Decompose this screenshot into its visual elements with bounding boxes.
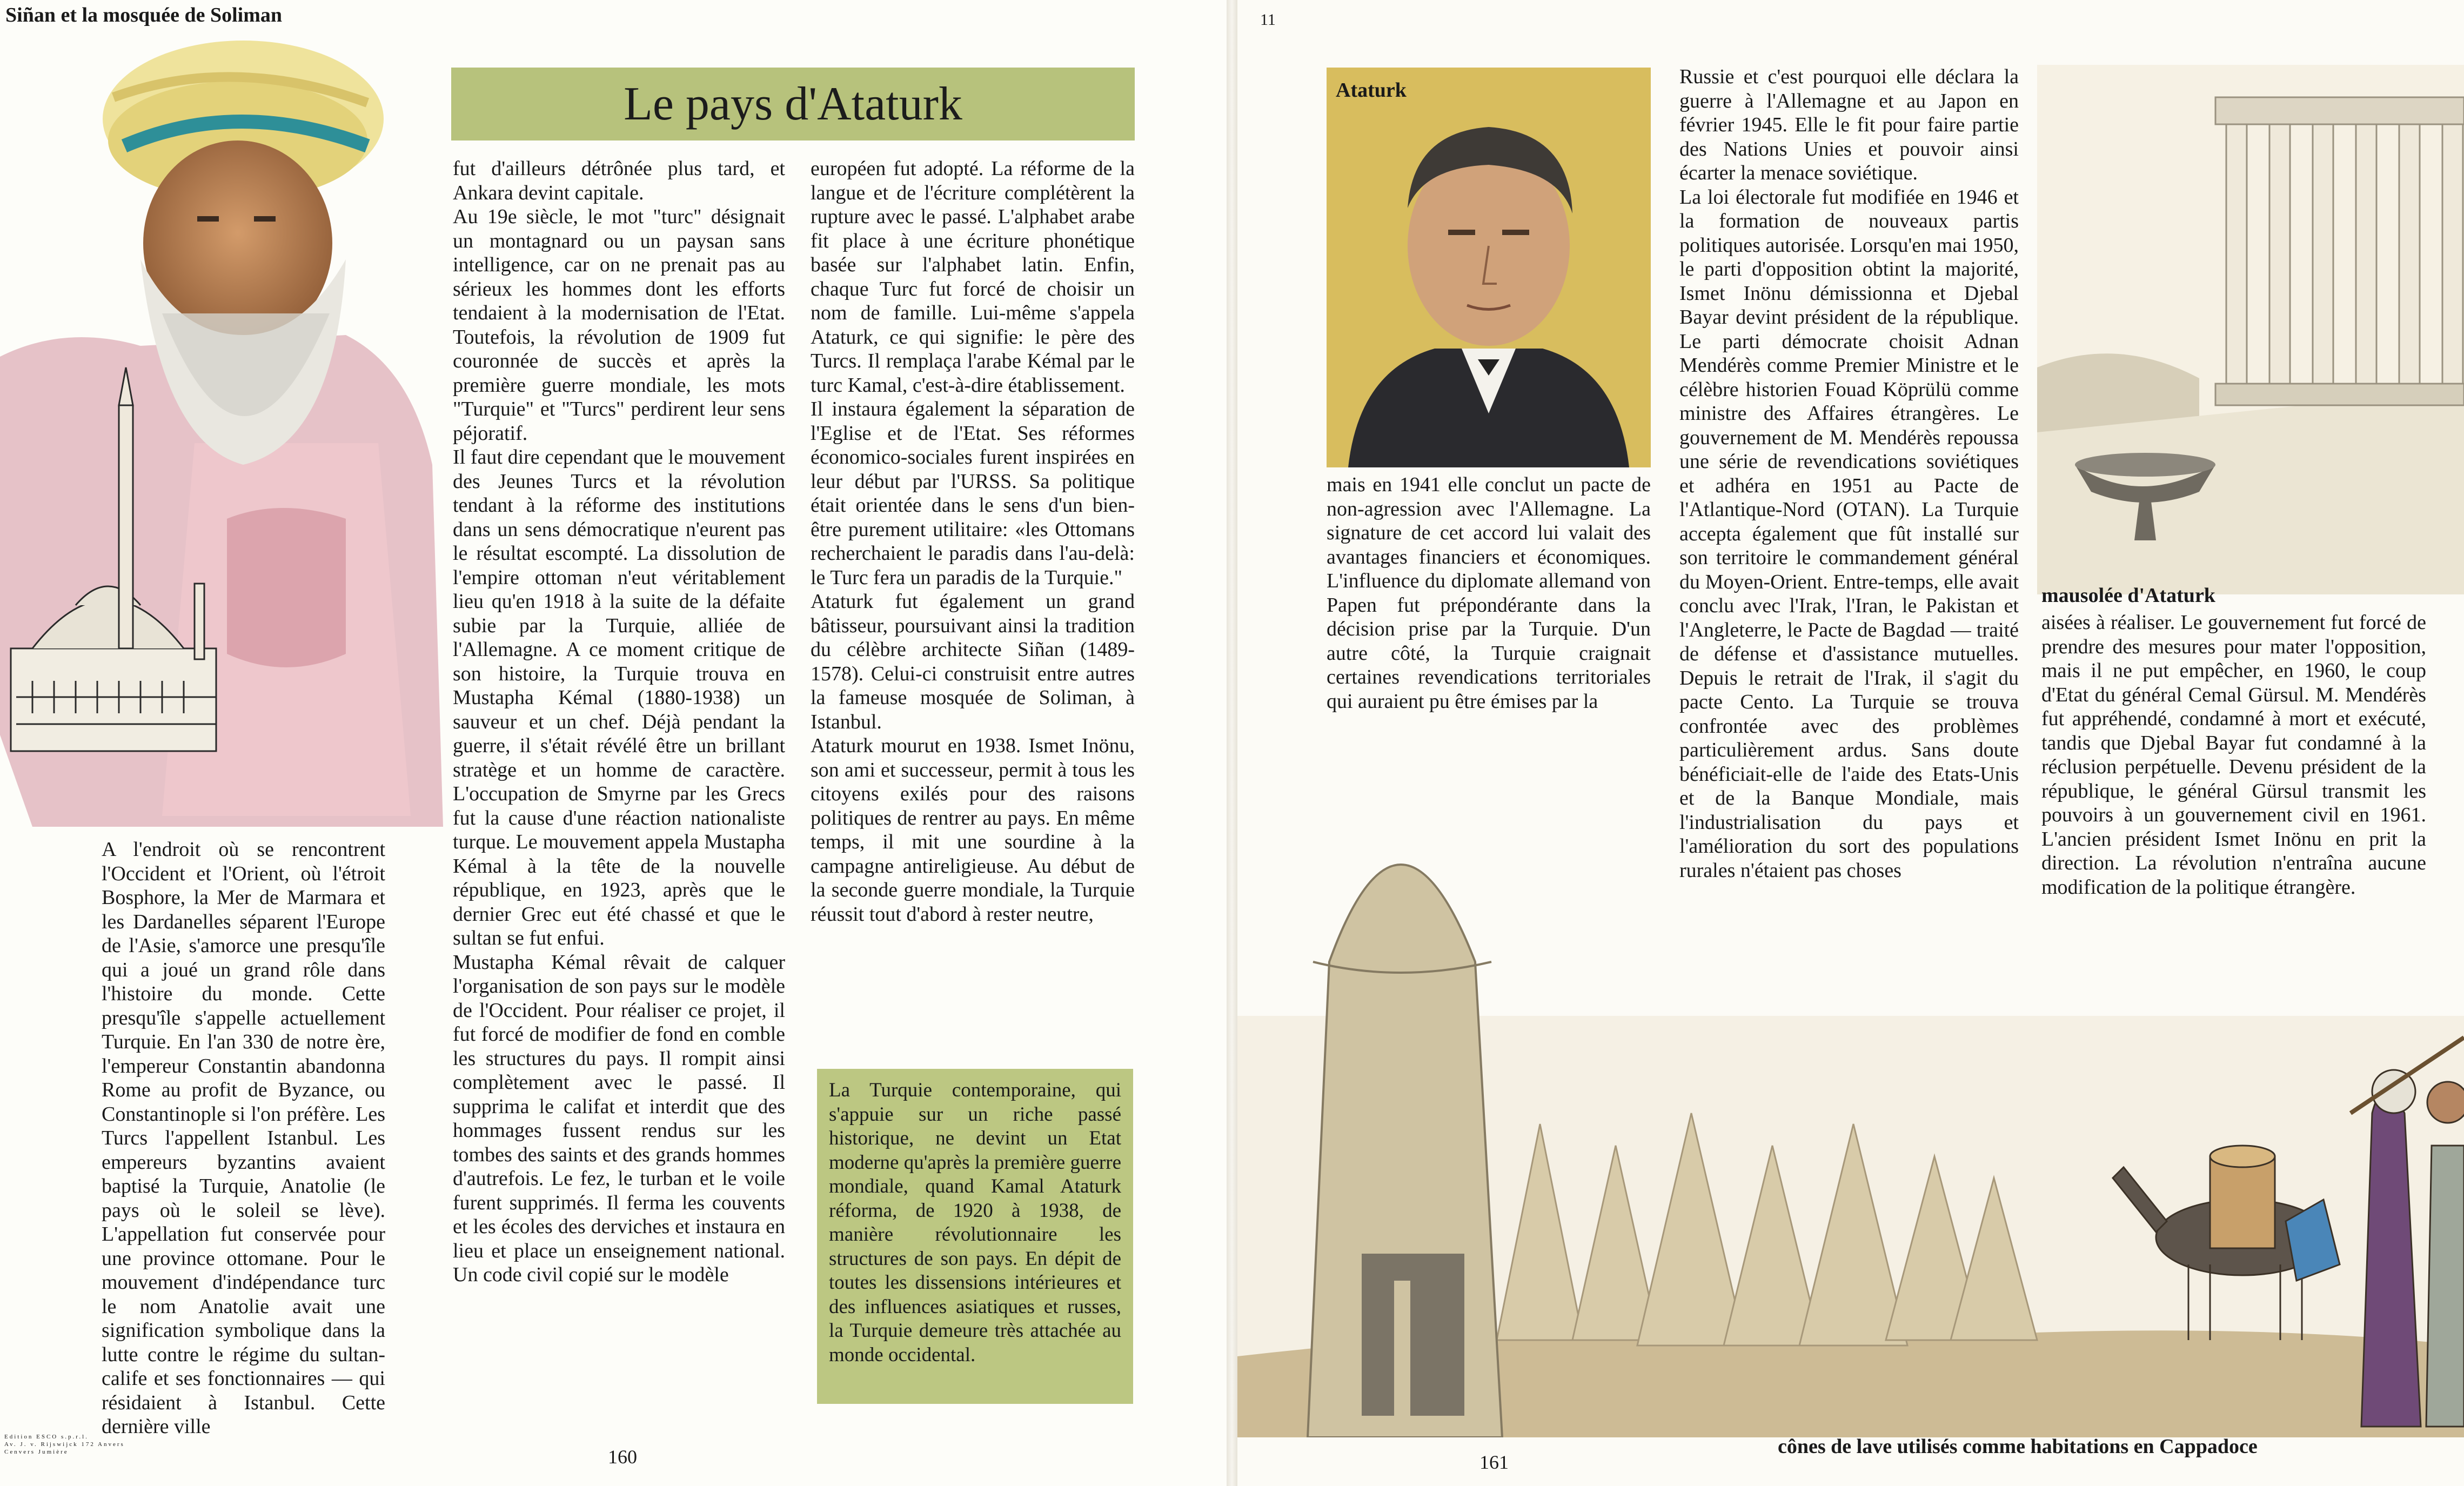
cappadocia-caption: cônes de lave utilisés comme habitations en Cappadoce bbox=[1778, 1435, 2258, 1458]
left-column-1 bbox=[102, 838, 385, 1439]
left-column-3 bbox=[811, 157, 1135, 926]
left-page bbox=[0, 0, 1227, 1486]
paragraph: Ataturk mourut en 1938. Ismet Inönu, son ami et successeur, permit à tous les citoyens exilés pour des raisons politiques de rentrer au pays. En même temps, il mit une sourdine à la campagne antireligieuse. Au début de la seconde guerre mondiale, la Turquie réussit tout d'abord à rester neutre, bbox=[811, 734, 1135, 926]
article-title: Le pays d'Ataturk bbox=[624, 78, 962, 130]
mausoleum-caption: mausolée d'Ataturk bbox=[2041, 584, 2215, 607]
imprint: Edition ESCO s.p.r.l. Av. J. v. Rijswijck 172 Anvers Cenvers Jumière bbox=[4, 1434, 125, 1455]
paragraph: fut d'ailleurs détrônée plus tard, et Ankara devint capitale. bbox=[453, 157, 785, 204]
cappadocia-illustration bbox=[1237, 735, 2464, 1437]
right-page bbox=[1237, 0, 2464, 1486]
running-head: Siñan et la mosquée de Soliman bbox=[5, 4, 283, 26]
right-column-1 bbox=[1327, 473, 1651, 713]
paragraph: européen fut adopté. La réforme de la langue et de l'écriture complétèrent la rupture avec le passé. L'alphabet arabe fit place à une écriture phonétique basée sur l'alphabet latin. Enfin, chaque Turc fut forcé de choisir un nom de famille. Lui-même s'appela Ataturk, ce qui signifie: le père des Turcs. Il remplaça l'arabe Kémal par le turc Kamal, c'est-à-dire établissement. bbox=[811, 157, 1135, 397]
paragraph: Il instaura également la séparation de l'Eglise et de l'Etat. Ses réformes économico-sociales furent inspirées en leur début par l'URSS. Sa politique était orientée dans le sens d'un bien-être purement utilitaire: «les Ottomans recherchaient le paradis dans l'au-delà: le Turc fera un paradis de la Turquie." bbox=[811, 398, 1135, 589]
ataturk-portrait bbox=[1327, 68, 1651, 467]
right-col1-text: mais en 1941 elle conclut un pacte de non-agression avec l'Allemagne. La signature de cet accord lui valait des avantages financiers et économiques. L'influence du diplomate allemand von Papen fut prépondérante dans la décision prise par la Turquie. D'un autre côté, la Turquie craignait certaines revendications territoriales qui auraient pu être émises par la bbox=[1327, 473, 1651, 713]
paragraph: La loi électorale fut modifiée en 1946 et la formation de nouveaux partis politiques autorisée. Lorsqu'en mai 1950, le parti d'opposition obtint la majorité, Ismet Inönu démissionna et Djebal Bayar devint président de la république. Le parti démocrate choisit Adnan Mendérès comme Premier Ministre et le célèbre historien Fouad Köprülü comme ministre des Affaires étrangères. Le gouvernement de M. Mendérès repoussa une série de revendications soviétiques et adhéra en 1951 au Pacte de l'Atlantique-Nord (OTAN). La Turquie accepta également que fût installé sur son territoire le commandement général du Moyen-Orient. Entre-temps, elle avait conclu avec l'Irak, l'Iran, le Pakistan et l'Angleterre, le Pacte de Bagdad — traité de défense et d'assistance mutuelles. Depuis le retrait de l'Irak, il s'agit du pacte Cento. La Turquie se trouva confrontée avec des problèmes particulièrement ardus. Sans doute bénéficiait-elle de l'aide des Etats-Unis et de la Banque Mondiale, mais l'industrialisation du pays et l'amélioration du sort des populations rurales n'étaient pas choses bbox=[1679, 185, 2019, 882]
top-marker: 11 bbox=[1260, 11, 1276, 29]
portrait-caption: Ataturk bbox=[1336, 79, 1407, 102]
left-col1-text: A l'endroit où se rencontrent l'Occident et l'Orient, où l'étroit Bosphore, la Mer de Marmara et les Dardanelles séparent l'Europe de l'Asie, s'amorce une presqu'île qui a joué un grand rôle dans l'histoire du monde. Cette presqu'île s'appelle actuellement Turquie. En l'an 330 de notre ère, l'empereur Constantin abandonna Rome au profit de Byzance, ou Constantinople si l'on préfère. Les Turcs l'appellent Istanbul. Les empereurs byzantins avaient baptisé la Turquie, Anatolie (le pays où le soleil se lève). L'appellation fut conservée pour une province ottomane. Pour le mouvement d'indépendance turc le nom Anatolie avait une signification symbolique dans la lutte contre le régime du sultan-calife et ses fonctionnaires — qui résidaient à Istanbul. Cette dernière ville bbox=[102, 838, 385, 1438]
left-column-2 bbox=[453, 157, 785, 1287]
mausoleum-illustration bbox=[2037, 65, 2464, 594]
paragraph: Il faut dire cependant que le mouvement des Jeunes Turcs et la révolution tendant à la réforme des institutions dans un sens démocratique n'eurent pas le résultat escompté. La dissolution de l'empire ottoman n'eut véritablement lieu qu'en 1918 à la suite de la défaite subie par la Turquie, alliée de l'Allemagne. A ce moment critique de son histoire, la Turquie trouva en Mustapha Kémal (1880-1938) un sauveur et un chef. Déjà pendant la guerre, il s'était révélé être un brillant stratège et un homme de caractère. L'occupation de Smyrne par les Grecs fut la cause d'une réaction nationaliste turque. Le mouvement appela Mustapha Kémal à la tête de la nouvelle république, en 1923, après que le dernier Grec eut été chassé et que le sultan se fut enfui. bbox=[453, 446, 785, 949]
summary-box: La Turquie contemporaine, qui s'appuie sur un riche passé historique, ne devint un Etat moderne qu'après la première guerre mondiale, quand Kamal Ataturk réforma, de 1920 à 1938, de manière révolutionnaire les structures de son pays. En dépit de toutes les dissensions intérieures et des influences asiatiques et russes, la Turquie demeure très attachée au monde occidental. bbox=[817, 1069, 1133, 1404]
right-col3-text: aisées à réaliser. Le gouvernement fut forcé de prendre des mesures pour mater l'opposition, mais il ne put empêcher, en 1960, le coup d'Etat du général Cemal Gürsul. M. Mendérès fut appréhendé, condamné à mort et exécuté, tandis que Djebal Bayar fut condamné à la réclusion perpétuelle. Devenu président de la république, le général Gürsul transmit les pouvoirs à un gouvernement civil en 1961. L'ancien président Ismet Inönu en prit la direction. La révolution n'entraîna aucune modification de la politique étrangère. bbox=[2041, 611, 2426, 899]
page-number-right: 161 bbox=[1479, 1451, 1509, 1473]
paragraph: Au 19e siècle, le mot "turc" désignait un montagnard ou un paysan sans intelligence, car on ne prenait pas au sérieux les hommes dont les efforts tendaient à la modernisation de l'Etat. Toutefois, la révolution de 1909 fut couronnée de succès et après la première guerre mondiale, les mots "Turquie" et "Turcs" perdirent leur sens péjoratif. bbox=[453, 205, 785, 445]
sinan-illustration bbox=[0, 32, 448, 827]
paragraph: Russie et c'est pourquoi elle déclara la guerre à l'Allemagne et au Japon en février 1945. Elle le fit pour faire partie des Nations Unies et pouvoir ainsi écarter la menace soviétique. bbox=[1679, 65, 2019, 184]
paragraph: Ataturk fut également un grand bâtisseur, poursuivant ainsi la tradition du célèbre architecte Siñan (1489-1578). Celui-ci construisit entre autres la fameuse mosquée de Soliman, à Istanbul. bbox=[811, 590, 1135, 733]
page-number-left: 160 bbox=[608, 1446, 637, 1468]
article-title-box bbox=[451, 68, 1135, 140]
paragraph: Mustapha Kémal rêvait de calquer l'organisation de son pays sur le modèle de l'Occident. Pour réaliser ce projet, il fut forcé de modifier de fond en comble les structures du pays. Il rompit ainsi complètement avec le passé. Il supprima le califat et interdit que des hommages fussent rendus sur les tombes des saints et des grands hommes d'autrefois. Le fez, le turban et le voile furent supprimés. Il ferma les couvents et les écoles des derviches et instaura en lieu et place un enseignement national. Un code civil copié sur le modèle bbox=[453, 950, 785, 1286]
gutter bbox=[1227, 0, 1237, 1486]
